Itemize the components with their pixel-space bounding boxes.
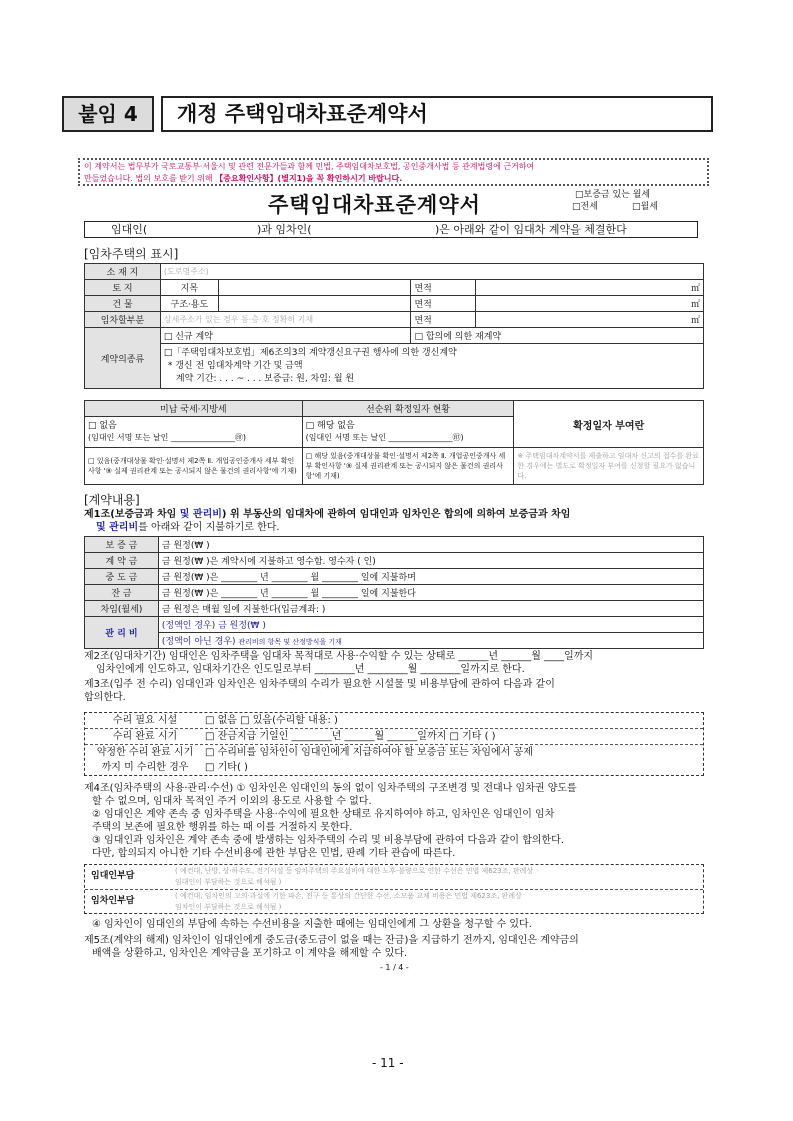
prio-none-sign[interactable]: (임대인 서명 또는 날인 ________________㊞) (305, 433, 464, 442)
article-4-line-3: ② 임대인은 계약 존속 중 임차주택을 사용·수익에 필요한 상태로 유지하여야 하고, 임차인은 임대인이 임차 (92, 809, 555, 820)
repair-done-label: 수리 완료 시기 (112, 731, 178, 742)
article-1 (84, 508, 704, 534)
article-1-line-2 (84, 521, 704, 534)
interim-payment-label: 중 도 금 (85, 569, 159, 585)
land-label: 토 지 (85, 280, 161, 296)
article-1-line-1 (84, 508, 704, 521)
property-heading: [임차주택의 표시] (84, 247, 179, 261)
intro-lessor: 임대인( (111, 223, 148, 236)
repair-failed-label-2: 까지 미 수리한 경우 (101, 762, 189, 773)
cost-burden-box (84, 864, 704, 914)
prev-deposit[interactable]: 보증금: 원, 차임: 월 원 (264, 373, 355, 384)
article-4 (84, 782, 704, 860)
date-header: 확정일자 부여란 (514, 401, 704, 448)
notice-line-2 (84, 173, 703, 185)
prio-none-cell (302, 417, 514, 448)
deposit-label: 보 증 금 (85, 537, 159, 553)
lease-part-label: 임차할부분 (85, 312, 161, 328)
renewal-right-cell (160, 344, 703, 389)
land-area-label: 면적 (411, 280, 476, 296)
land-type-field[interactable] (218, 280, 411, 296)
tax-none-sign[interactable]: (임대인 서명 또는 날인 ________________㊞) (88, 433, 246, 442)
repair-done-row (85, 729, 703, 745)
building-type-label: 구조·용도 (160, 296, 218, 312)
land-area-unit: ㎡ (690, 284, 700, 294)
inner-page-number: - 1 / 4 - (380, 963, 409, 972)
prev-term[interactable]: 계약 기간: . . . ~ . . . (175, 373, 262, 384)
notice-emphasis: 【중요확인사항】(별지1)을 꼭 확인하시기 바랍니다. (215, 174, 403, 183)
article-4-line-5: ③ 임대인과 임차인은 계약 존속 중에 발생하는 임차주택의 수리 및 비용부담에 관하여 다음과 같이 합의한다. (92, 835, 565, 846)
land-area-field[interactable] (476, 280, 704, 296)
article-5-line-1: 제5조(계약의 해제) 임차인이 임대인에게 중도금(중도금이 없을 때는 잔금)을 지급하기 전까지, 임대인은 계약금의 (84, 935, 579, 946)
lessee-hint-1: ( 예컨대, 임차인의 고의·과실에 기한 파손, 전구 등 통상의 간단한 수선, 소모품 교체 비용은 민법 제623조, 판례상 (175, 892, 522, 900)
prio-some-option[interactable]: □ 해당 있음(중개대상물 확인·설명서 제2쪽 Ⅱ. 개업공인중개사 세부 확인사항 '⑨ 실제 권리관계 또는 공시되지 않은 물건의 권리사항'에 기재) (302, 448, 514, 485)
repair-failed-line-1 (85, 745, 703, 760)
article-3 (84, 678, 704, 704)
lessor-burden-field[interactable] (175, 866, 533, 888)
lessee-burden-label: 임차인부담 (91, 896, 135, 906)
tax-priority-table (84, 400, 704, 485)
new-contract-option[interactable]: □ 신규 계약 (160, 328, 411, 344)
repair-needed-label: 수리 필요 시설 (112, 715, 178, 726)
lessor-burden-label: 임대인부담 (91, 871, 135, 881)
renewal-prev-values (164, 373, 700, 386)
priority-header: 선순위 확정일자 현황 (302, 401, 514, 417)
article-4-line-2: 할 수 없으며, 임대차 목적인 주거 이외의 용도로 사용할 수 없다. (92, 796, 372, 807)
payment-table (84, 536, 704, 649)
property-table (84, 263, 704, 389)
tax-none-cell (85, 417, 303, 448)
address-field[interactable]: (도로명주소) (160, 264, 703, 280)
land-type-label: 지목 (160, 280, 218, 296)
building-area-label: 면적 (411, 296, 476, 312)
mgmt-variable-field[interactable] (158, 633, 703, 649)
type-checkbox-monthly[interactable]: □월세 (632, 202, 658, 212)
repair-needed-field[interactable]: □ 없음 □ 있음(수리할 내용: ) (205, 715, 338, 726)
type-checkbox-jeonse[interactable]: □전세 (572, 202, 598, 212)
deposit-field[interactable]: 금 원정(₩ ) (158, 537, 703, 553)
down-payment-field[interactable]: 금 원정(₩ )은 계약시에 지불하고 영수함. 영수자 ( 인) (158, 553, 703, 569)
article-1-text: ) 위 부동산의 임대차에 관하여 임대인과 임차인은 합의에 의하여 보증금과 차임 (221, 509, 571, 520)
article-1-mgmt: 및 관리비 (179, 509, 222, 520)
intro-agreement: )은 아래와 같이 임대차 계약을 체결한다 (435, 223, 627, 236)
contract-heading: [계약내용] (84, 493, 140, 507)
article-2-line-2: 임차인에게 인도하고, 임대차기간은 인도일로부터 ________년 ________월 ________일까지로 한다. (96, 664, 525, 675)
lessee-hint-2: 임차인이 부담하는 것으로 해석됨 ) (175, 903, 282, 911)
notice-line-1: 이 계약서는 법무부가 국토교통부·서울시 및 관련 전문가들과 함께 민법, 주택임대차보호법, 공인중개사법 등 관계법령에 근거하여 (84, 162, 535, 171)
repair-done-field[interactable]: □ 잔금지급 기일인 ________년 ______월 ______일까지 □ 기타 ( ) (205, 731, 496, 742)
repair-needed-row (85, 713, 703, 729)
mgmt-label: 관 리 비 (85, 617, 159, 649)
balance-label: 잔 금 (85, 585, 159, 601)
lessee-burden-row (85, 890, 703, 914)
interim-payment-field[interactable]: 금 원정(₩ )은 ________ 년 ________ 월 ________ 일에 지불하며 (158, 569, 703, 585)
balance-field[interactable]: 금 원정(₩ )은 ________ 년 ________ 월 ________ 일에 지불한다 (158, 585, 703, 601)
lessor-hint-1: ( 예컨대, 난방, 상·하수도, 전기시설 등 임차주택의 주요설비에 대한 노후·불량으로 인한 수선은 민법 제623조, 판례상 (175, 867, 534, 875)
address-label: 소 재 지 (85, 264, 161, 280)
article-2 (84, 650, 704, 676)
date-note: ※ 주택임대차계약서를 제출하고 임대차 신고의 접수를 완료한 경우에는 별도로 확정일자 부여를 신청할 필요가 없습니다. (514, 448, 704, 485)
article-1-mgmt-2: 및 관리비 (96, 522, 139, 533)
building-area-unit: ㎡ (690, 300, 700, 310)
type-checkbox-deposit-monthly[interactable]: □보증금 있는 월세 (575, 190, 651, 200)
intro-lessee: )과 임차인( (257, 223, 312, 236)
article-4-line-6: 다만, 합의되지 아니한 기타 수선비용에 관한 부담은 민법, 판례 기타 관습에 따른다. (92, 848, 456, 859)
notice-box (78, 158, 709, 186)
repair-failed-option-1[interactable]: □ 수리비를 임차인이 임대인에게 지급하여야 할 보증금 또는 차임에서 공제 (205, 747, 533, 758)
mgmt-fixed-field[interactable]: (정액인 경우) 금 원정(₩ ) (158, 617, 703, 633)
article-3-line-1: 제3조(입주 전 수리) 임대인과 임차인은 임차주택의 수리가 필요한 시설물 및 비용부담에 관하여 다음과 같이 (84, 679, 555, 690)
form-title: 주택임대차표준계약서 (268, 193, 481, 217)
lessor-burden-row (85, 865, 703, 890)
outer-page-number: - 11 - (372, 1056, 404, 1070)
contract-kind-label: 계약의종류 (85, 328, 161, 389)
article-5 (84, 934, 704, 960)
article-1-text-2: 를 아래와 같이 지불하기로 한다. (138, 522, 280, 533)
mutual-renewal-option[interactable]: □ 합의에 의한 재계약 (411, 328, 704, 344)
renewal-note: * 갱신 전 임대차계약 기간 및 금액 (167, 360, 303, 371)
tax-none-option[interactable]: □ 없음 (88, 421, 117, 431)
article-3-line-2: 합의한다. (84, 692, 126, 703)
article-4-line-4: 주택의 보존에 필요한 행위를 하는 때 이를 거절하지 못한다. (92, 822, 353, 833)
lessor-hint-2: 임대인이 부담하는 것으로 해석됨 ) (175, 878, 282, 886)
article-2-line-1: 제2조(임대차기간) 임대인은 임차주택을 임대차 목적대로 사용·수익할 수 있는 상태로 ______년 ______월 ____일까지 (84, 651, 594, 662)
building-type-field[interactable] (218, 296, 411, 312)
lease-area-label: 면적 (411, 312, 476, 328)
repair-failed-row (85, 745, 703, 775)
repair-failed-label-1: 약정한 수리 완료 시기 (96, 747, 194, 758)
article-4-line-1: 제4조(임차주택의 사용·관리·수선) ① 임차인은 임대인의 동의 없이 임차주택의 구조변경 및 전대나 임차권 양도를 (84, 783, 577, 794)
repair-box (84, 712, 704, 776)
repair-failed-option-2[interactable]: □ 기타( ) (205, 762, 248, 773)
mgmt-variable-label: (정액이 아닌 경우) (161, 637, 236, 647)
article-4-line-7: ④ 임차인이 임대인의 부담에 속하는 수선비용을 지출한 때에는 임대인에게 그 상환을 청구할 수 있다. (92, 919, 532, 930)
mgmt-variable-note: 관리비의 항목 및 산정방식을 기재 (238, 638, 342, 646)
intro-line (84, 221, 698, 238)
lease-area-unit: ㎡ (690, 316, 700, 326)
notice-text: 만들었습니다. 법의 보호를 받기 위해 (84, 174, 216, 183)
repair-failed-line-2 (85, 760, 703, 775)
lease-part-field[interactable]: 상세주소가 있는 경우 동·층·호 정확히 기재 (160, 312, 411, 328)
rent-label: 차임(월세) (85, 601, 159, 617)
article-5-line-2: 배액을 상환하고, 임차인은 계약금을 포기하고 이 계약을 해제할 수 있다. (92, 948, 408, 959)
lease-area-field[interactable] (476, 312, 704, 328)
down-payment-label: 계 약 금 (85, 553, 159, 569)
rent-field[interactable]: 금 원정은 매월 일에 지불한다(입금계좌: ) (158, 601, 703, 617)
tax-header: 미납 국세·지방세 (85, 401, 303, 417)
document-title: 개정 주택임대차표준계약서 (161, 96, 713, 132)
attachment-tag: 붙임 4 (62, 96, 154, 132)
lessee-burden-field[interactable] (175, 891, 522, 913)
prio-none-option[interactable]: □ 해당 없음 (305, 421, 355, 431)
renewal-right-option[interactable]: □「주택임대차보호법」제6조의3의 계약갱신요구권 행사에 의한 갱신계약 (163, 347, 457, 358)
article-1-title: 제1조(보증금과 차임 (84, 509, 180, 520)
tax-some-option[interactable]: □ 있음(중개대상물 확인·설명서 제2쪽 Ⅱ. 개업공인중개사 세부 확인사항 '⑨ 실제 권리관계 또는 공시되지 않은 물건의 권리사항'에 기재) (85, 448, 303, 485)
building-area-field[interactable] (476, 296, 704, 312)
building-label: 건 물 (85, 296, 161, 312)
